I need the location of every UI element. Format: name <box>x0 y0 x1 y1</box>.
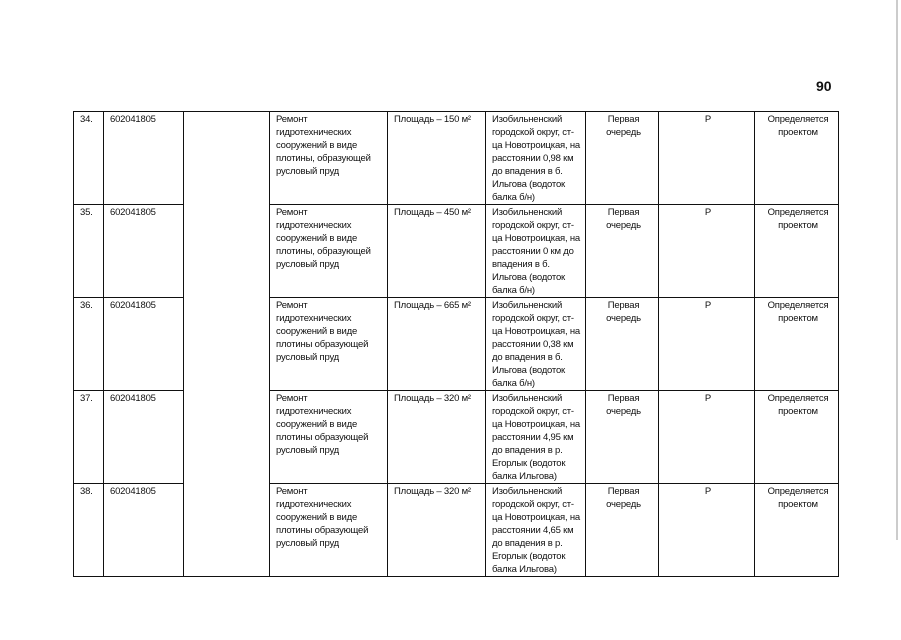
object-note: Определяется проектом <box>755 205 839 298</box>
object-indicator: Площадь – 450 м² <box>388 205 486 298</box>
empty-cell <box>184 391 270 484</box>
object-status: Р <box>659 484 755 577</box>
object-location: Изобильненский городской округ, ст-ца Новотроицкая, на расстоянии 0,98 км до впадения в б. Ильгова (водоток балка б/н) <box>486 112 586 205</box>
object-priority: Первая очередь <box>586 391 659 484</box>
object-location: Изобильненский городской округ, ст-ца Новотроицкая, на расстоянии 0 км до впадения в б. Ильгова (водоток балка б/н) <box>486 205 586 298</box>
object-type: Ремонт гидротехнических сооружений в виде плотины образующей русловый пруд <box>270 298 388 391</box>
object-note: Определяется проектом <box>755 391 839 484</box>
object-note: Определяется проектом <box>755 298 839 391</box>
row-number: 38. <box>74 484 104 577</box>
object-note: Определяется проектом <box>755 112 839 205</box>
object-priority: Первая очередь <box>586 112 659 205</box>
object-priority: Первая очередь <box>586 205 659 298</box>
object-status: Р <box>659 298 755 391</box>
object-priority: Первая очередь <box>586 484 659 577</box>
objects-table <box>73 111 839 577</box>
object-code: 602041805 <box>104 205 184 298</box>
table-row <box>74 112 839 205</box>
row-number: 35. <box>74 205 104 298</box>
object-status: Р <box>659 391 755 484</box>
object-indicator: Площадь – 320 м² <box>388 484 486 577</box>
object-code: 602041805 <box>104 391 184 484</box>
row-number: 34. <box>74 112 104 205</box>
object-status: Р <box>659 205 755 298</box>
empty-cell <box>184 112 270 205</box>
page-edge-divider <box>896 0 898 540</box>
table-row <box>74 205 839 298</box>
row-number: 36. <box>74 298 104 391</box>
empty-cell <box>184 484 270 577</box>
object-type: Ремонт гидротехнических сооружений в виде плотины, образующей русловый пруд <box>270 112 388 205</box>
object-indicator: Площадь – 150 м² <box>388 112 486 205</box>
object-note: Определяется проектом <box>755 484 839 577</box>
object-type: Ремонт гидротехнических сооружений в виде плотины образующей русловый пруд <box>270 391 388 484</box>
object-code: 602041805 <box>104 484 184 577</box>
object-indicator: Площадь – 665 м² <box>388 298 486 391</box>
empty-cell <box>184 298 270 391</box>
table-row <box>74 298 839 391</box>
object-type: Ремонт гидротехнических сооружений в виде плотины образующей русловый пруд <box>270 484 388 577</box>
table-row <box>74 391 839 484</box>
row-number: 37. <box>74 391 104 484</box>
object-location: Изобильненский городской округ, ст-ца Новотроицкая, на расстоянии 0,38 км до впадения в б. Ильгова (водоток балка б/н) <box>486 298 586 391</box>
empty-cell <box>184 205 270 298</box>
object-indicator: Площадь – 320 м² <box>388 391 486 484</box>
object-status: Р <box>659 112 755 205</box>
object-code: 602041805 <box>104 298 184 391</box>
table-row <box>74 484 839 577</box>
object-location: Изобильненский городской округ, ст-ца Новотроицкая, на расстоянии 4,95 км до впадения в р. Егорлык (водоток балка Ильгова) <box>486 391 586 484</box>
page-number: 90 <box>816 78 832 94</box>
object-type: Ремонт гидротехнических сооружений в виде плотины, образующей русловый пруд <box>270 205 388 298</box>
object-location: Изобильненский городской округ, ст-ца Новотроицкая, на расстоянии 4,65 км до впадения в р. Егорлык (водоток балка Ильгова) <box>486 484 586 577</box>
object-code: 602041805 <box>104 112 184 205</box>
object-priority: Первая очередь <box>586 298 659 391</box>
